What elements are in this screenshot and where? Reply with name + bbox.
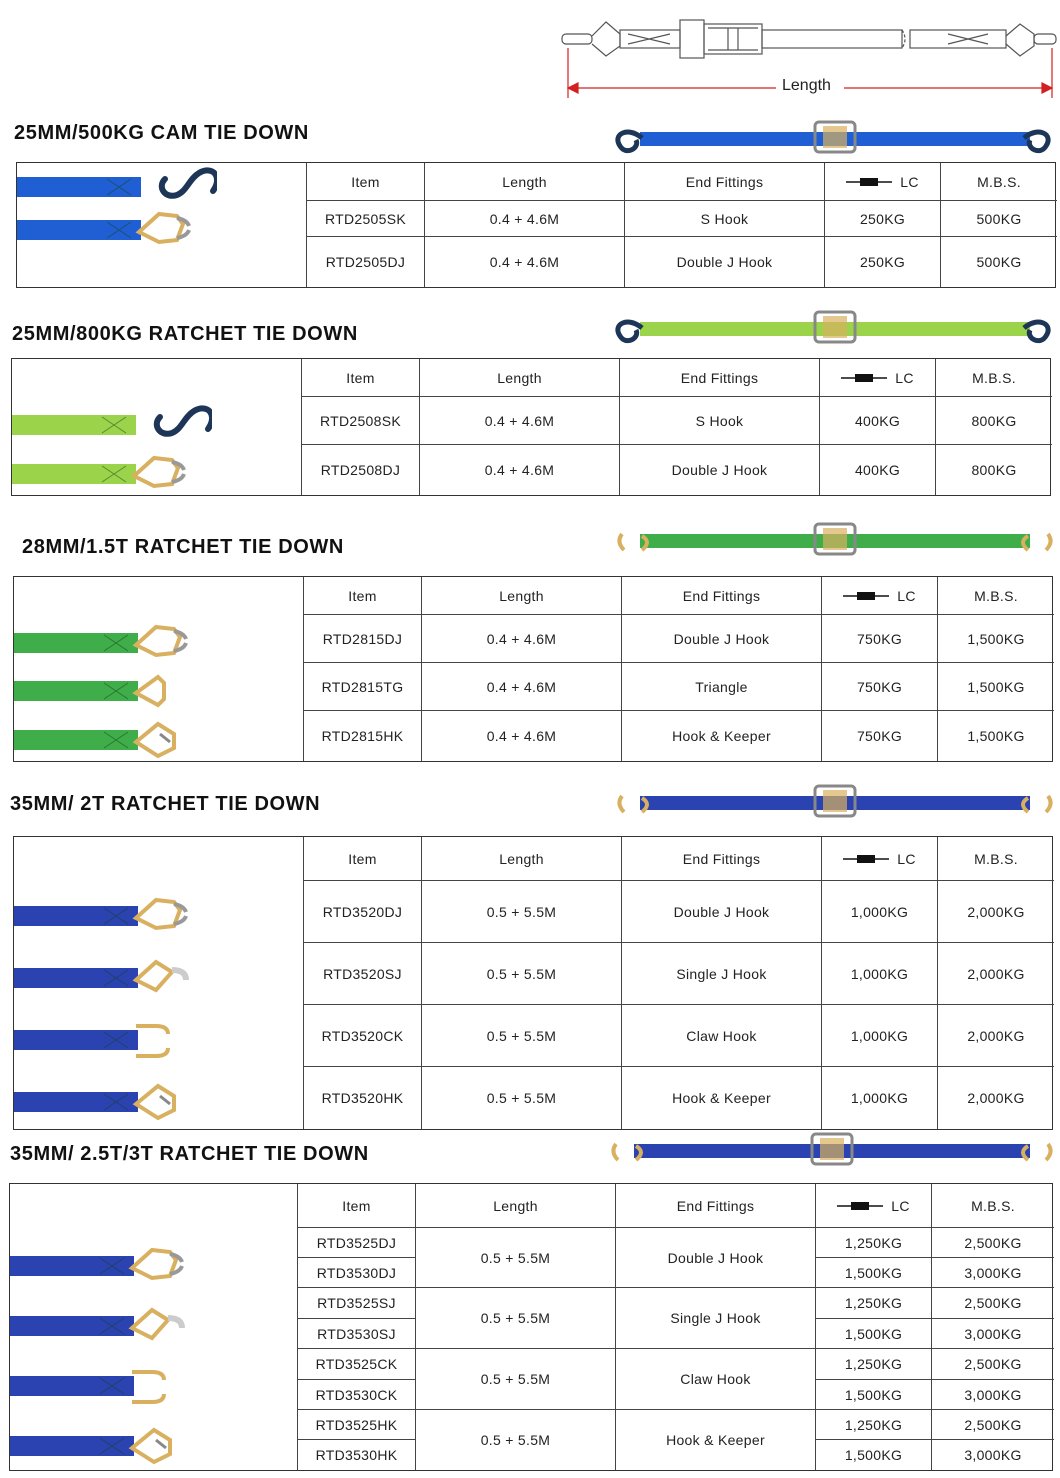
tie-down-strap-icon bbox=[612, 118, 1058, 158]
strap-hk-icon bbox=[10, 1410, 210, 1470]
section-title: 35MM/ 2.5T/3T RATCHET TIE DOWN bbox=[10, 1143, 369, 1165]
cell-lc: 750KG bbox=[822, 615, 938, 663]
spec-table bbox=[11, 358, 1051, 496]
cell-length: 0.4 + 4.6M bbox=[425, 201, 625, 237]
load-capacity-icon bbox=[843, 854, 889, 864]
header-lc bbox=[822, 577, 938, 615]
cell-length: 0.5 + 5.5M bbox=[416, 1410, 616, 1470]
cell-mbs: 3,000KG bbox=[932, 1319, 1054, 1349]
cell-length: 0.4 + 4.6M bbox=[420, 445, 620, 495]
cell-length: 0.5 + 5.5M bbox=[422, 943, 622, 1005]
strap-ck-icon bbox=[10, 1350, 210, 1410]
strap-sj-icon bbox=[10, 1290, 210, 1350]
cell-lc: 1,250KG bbox=[816, 1288, 932, 1319]
fitting-picture bbox=[12, 395, 212, 443]
section-title: 25MM/500KG CAM TIE DOWN bbox=[14, 122, 309, 144]
cell-mbs: 1,500KG bbox=[938, 615, 1054, 663]
fitting-picture bbox=[12, 443, 212, 493]
cell-lc: 1,250KG bbox=[816, 1410, 932, 1440]
header-lc bbox=[816, 1184, 932, 1228]
cell-item: RTD2815HK bbox=[304, 711, 422, 761]
cell-mbs: 3,000KG bbox=[932, 1258, 1054, 1288]
cell-mbs: 500KG bbox=[941, 201, 1057, 237]
section-title: 35MM/ 2T RATCHET TIE DOWN bbox=[10, 793, 321, 815]
fitting-pictures bbox=[14, 837, 304, 1129]
cell-length: 0.4 + 4.6M bbox=[422, 711, 622, 761]
cell-mbs: 2,500KG bbox=[932, 1410, 1054, 1440]
lc-label: LC bbox=[895, 369, 914, 386]
header-mbs: M.B.S. bbox=[941, 163, 1057, 201]
header-item: Item bbox=[307, 163, 425, 201]
spec-table bbox=[16, 162, 1056, 288]
header-mbs: M.B.S. bbox=[936, 359, 1052, 397]
cell-item: RTD2505SK bbox=[307, 201, 425, 237]
cell-lc: 1,000KG bbox=[822, 943, 938, 1005]
cell-lc: 400KG bbox=[820, 445, 936, 495]
section-strap-picture bbox=[612, 782, 1058, 822]
strap-dj-icon bbox=[10, 1230, 210, 1290]
fitting-picture bbox=[10, 1230, 210, 1290]
header-length: Length bbox=[416, 1184, 616, 1228]
strap-dj-icon bbox=[17, 199, 217, 249]
header-end-fittings: End Fittings bbox=[622, 837, 822, 881]
cell-item: RTD3530SJ bbox=[298, 1319, 416, 1349]
cell-item: RTD2815TG bbox=[304, 663, 422, 711]
cell-length: 0.4 + 4.6M bbox=[425, 237, 625, 287]
cell-item: RTD3520CK bbox=[304, 1005, 422, 1067]
cell-mbs: 2,500KG bbox=[932, 1288, 1054, 1319]
cell-mbs: 800KG bbox=[936, 397, 1052, 445]
fitting-pictures bbox=[14, 577, 304, 761]
cell-item: RTD3525DJ bbox=[298, 1228, 416, 1258]
cell-lc: 1,000KG bbox=[822, 1067, 938, 1129]
header-length: Length bbox=[420, 359, 620, 397]
cell-length: 0.5 + 5.5M bbox=[416, 1349, 616, 1410]
cell-length: 0.4 + 4.6M bbox=[422, 615, 622, 663]
spec-table bbox=[9, 1183, 1053, 1471]
cell-lc: 1,250KG bbox=[816, 1228, 932, 1258]
section-strap-picture bbox=[612, 308, 1058, 348]
cell-mbs: 500KG bbox=[976, 254, 1022, 270]
header-lc bbox=[822, 837, 938, 881]
header-end-fittings: End Fittings bbox=[616, 1184, 816, 1228]
cell-item: RTD3530HK bbox=[298, 1440, 416, 1470]
header-item: Item bbox=[298, 1184, 416, 1228]
cell-end-fitting: Double J Hook bbox=[616, 1228, 816, 1288]
cell-length: 0.5 + 5.5M bbox=[422, 1005, 622, 1067]
header-lc bbox=[825, 163, 941, 201]
cell-mbs: 2,000KG bbox=[938, 943, 1054, 1005]
cell-item: RTD3525SJ bbox=[298, 1288, 416, 1319]
cell-lc: 1,500KG bbox=[816, 1319, 932, 1349]
header-item: Item bbox=[302, 359, 420, 397]
cell-end-fitting: Claw Hook bbox=[616, 1349, 816, 1410]
cell-mbs: 1,500KG bbox=[967, 728, 1025, 744]
cell-lc: 1,500KG bbox=[816, 1380, 932, 1410]
tie-down-strap-icon bbox=[612, 520, 1058, 560]
cell-mbs: 2,000KG bbox=[938, 1005, 1054, 1067]
header-end-fittings: End Fittings bbox=[622, 577, 822, 615]
cell-end-fitting: Hook & Keeper bbox=[622, 711, 822, 761]
fitting-pictures bbox=[17, 163, 307, 287]
header-lc bbox=[820, 359, 936, 397]
fitting-picture bbox=[14, 1065, 214, 1127]
header-mbs: M.B.S. bbox=[932, 1184, 1054, 1228]
strap-ck-icon bbox=[14, 1003, 214, 1065]
cell-mbs: 2,000KG bbox=[938, 881, 1054, 943]
cell-lc: 1,500KG bbox=[816, 1258, 932, 1288]
cell-item: RTD2505DJ bbox=[307, 237, 425, 287]
fitting-picture bbox=[14, 661, 214, 709]
header-length: Length bbox=[422, 577, 622, 615]
cell-item: RTD3530CK bbox=[298, 1380, 416, 1410]
section-strap-picture bbox=[612, 520, 1058, 560]
fitting-picture bbox=[10, 1350, 210, 1410]
fitting-picture bbox=[14, 1003, 214, 1065]
strap-length-diagram bbox=[558, 14, 1058, 100]
lc-label: LC bbox=[900, 173, 919, 190]
load-capacity-icon bbox=[841, 373, 887, 383]
tie-down-strap-icon bbox=[612, 308, 1058, 348]
cell-item: RTD3520SJ bbox=[304, 943, 422, 1005]
cell-mbs: 3,000KG bbox=[964, 1447, 1022, 1463]
cell-item: RTD3530DJ bbox=[298, 1258, 416, 1288]
cell-end-fitting: Double J Hook bbox=[625, 237, 825, 287]
strap-hk-icon bbox=[14, 709, 214, 759]
cell-item: RTD2508SK bbox=[302, 397, 420, 445]
fitting-pictures bbox=[10, 1184, 298, 1470]
load-capacity-icon bbox=[846, 177, 892, 187]
cell-item: RTD3525CK bbox=[298, 1349, 416, 1380]
cell-item: RTD3525HK bbox=[298, 1410, 416, 1440]
strap-dj-icon bbox=[14, 879, 214, 941]
header-length: Length bbox=[422, 837, 622, 881]
cell-lc: 1,500KG bbox=[816, 1440, 932, 1470]
lc-label: LC bbox=[897, 850, 916, 867]
cell-end-fitting: Hook & Keeper bbox=[616, 1410, 816, 1470]
fitting-picture bbox=[14, 709, 214, 759]
strap-sj-icon bbox=[14, 941, 214, 1003]
cell-length: 0.5 + 5.5M bbox=[416, 1288, 616, 1349]
fitting-picture bbox=[17, 199, 217, 249]
lc-label: LC bbox=[891, 1197, 910, 1214]
cell-lc: 750KG bbox=[822, 663, 938, 711]
cell-lc: 1,250KG bbox=[816, 1349, 932, 1380]
tie-down-strap-icon bbox=[606, 1130, 1058, 1170]
fitting-pictures bbox=[12, 359, 302, 495]
header-mbs: M.B.S. bbox=[938, 577, 1054, 615]
header-mbs: M.B.S. bbox=[938, 837, 1054, 881]
fitting-picture bbox=[17, 163, 217, 199]
header-length: Length bbox=[425, 163, 625, 201]
cell-end-fitting: Single J Hook bbox=[616, 1288, 816, 1349]
strap-hk-icon bbox=[14, 1065, 214, 1127]
strap-s-icon bbox=[17, 163, 217, 199]
load-capacity-icon bbox=[843, 591, 889, 601]
cell-mbs: 2,500KG bbox=[932, 1228, 1054, 1258]
cell-length: 0.4 + 4.6M bbox=[422, 663, 622, 711]
spec-table bbox=[13, 836, 1053, 1130]
cell-lc: 250KG bbox=[825, 201, 941, 237]
cell-end-fitting: Single J Hook bbox=[622, 943, 822, 1005]
tie-down-strap-icon bbox=[612, 782, 1058, 822]
cell-end-fitting: Hook & Keeper bbox=[622, 1067, 822, 1129]
cell-mbs: 1,500KG bbox=[938, 663, 1054, 711]
strap-dj-icon bbox=[12, 443, 212, 493]
cell-length: 0.5 + 5.5M bbox=[416, 1228, 616, 1288]
strap-dj-icon bbox=[14, 613, 214, 661]
fitting-picture bbox=[14, 613, 214, 661]
fitting-picture bbox=[14, 879, 214, 941]
spec-table bbox=[13, 576, 1053, 762]
cell-item: RTD2508DJ bbox=[302, 445, 420, 495]
cell-end-fitting: Double J Hook bbox=[622, 615, 822, 663]
fitting-picture bbox=[10, 1290, 210, 1350]
cell-length: 0.5 + 5.5M bbox=[422, 1067, 622, 1129]
cell-mbs: 3,000KG bbox=[932, 1380, 1054, 1410]
lc-label: LC bbox=[897, 587, 916, 604]
cell-mbs: 800KG bbox=[971, 462, 1017, 478]
fitting-picture bbox=[14, 941, 214, 1003]
cell-end-fitting: Claw Hook bbox=[622, 1005, 822, 1067]
cell-lc: 400KG bbox=[820, 397, 936, 445]
cell-item: RTD2815DJ bbox=[304, 615, 422, 663]
cell-length: 0.5 + 5.5M bbox=[422, 881, 622, 943]
cell-end-fitting: Triangle bbox=[622, 663, 822, 711]
cell-mbs: 2,500KG bbox=[932, 1349, 1054, 1380]
fitting-picture bbox=[10, 1410, 210, 1470]
cell-end-fitting: S Hook bbox=[620, 397, 820, 445]
strap-s-icon bbox=[12, 395, 212, 443]
length-label: Length bbox=[782, 77, 831, 94]
section-title: 25MM/800KG RATCHET TIE DOWN bbox=[12, 323, 358, 345]
load-capacity-icon bbox=[837, 1201, 883, 1211]
strap-tg-icon bbox=[14, 661, 214, 709]
cell-lc: 250KG bbox=[825, 237, 941, 287]
section-strap-picture bbox=[606, 1130, 1058, 1170]
cell-end-fitting: Double J Hook bbox=[620, 445, 820, 495]
header-end-fittings: End Fittings bbox=[620, 359, 820, 397]
cell-lc: 1,000KG bbox=[822, 881, 938, 943]
cell-mbs: 2,000KG bbox=[967, 1090, 1025, 1106]
cell-length: 0.4 + 4.6M bbox=[420, 397, 620, 445]
header-end-fittings: End Fittings bbox=[625, 163, 825, 201]
header-item: Item bbox=[304, 837, 422, 881]
section-strap-picture bbox=[612, 118, 1058, 158]
section-title: 28MM/1.5T RATCHET TIE DOWN bbox=[22, 536, 344, 558]
cell-lc: 750KG bbox=[822, 711, 938, 761]
cell-item: RTD3520DJ bbox=[304, 881, 422, 943]
header-item: Item bbox=[304, 577, 422, 615]
cell-end-fitting: S Hook bbox=[625, 201, 825, 237]
cell-end-fitting: Double J Hook bbox=[622, 881, 822, 943]
cell-lc: 1,000KG bbox=[822, 1005, 938, 1067]
cell-item: RTD3520HK bbox=[304, 1067, 422, 1129]
